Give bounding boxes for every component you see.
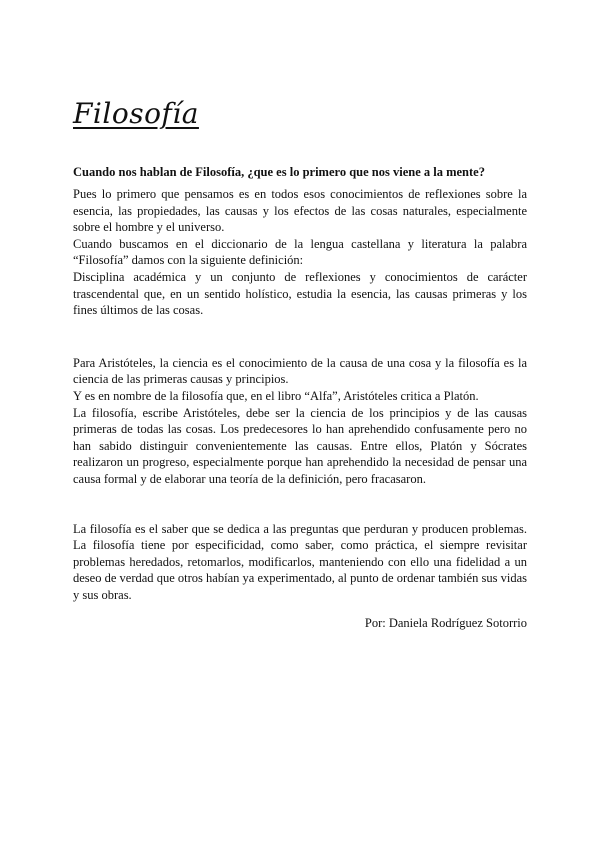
paragraph: Cuando buscamos en el diccionario de la lengua castellana y literatura la palabra “Filosofía” damos con la siguiente definición: xyxy=(73,236,527,268)
section-aristotle xyxy=(73,355,527,488)
paragraph: Pues lo primero que pensamos es en todos esos conocimientos de reflexiones sobre la esencia, las propiedades, las causas y los efectos de las cosas naturales, especialmente sobre el hombre y el universo. xyxy=(73,187,527,235)
section-definition xyxy=(73,186,527,319)
spacer xyxy=(73,488,527,521)
question-heading: Cuando nos hablan de Filosofía, ¿que es lo primero que nos viene a la mente? xyxy=(73,165,485,179)
paragraph: Para Aristóteles, la ciencia es el conocimiento de la causa de una cosa y la filosofía es la ciencia de las primeras causas y principios. xyxy=(73,355,527,387)
paragraph: Y es en nombre de la filosofía que, en el libro “Alfa”, Aristóteles critica a Platón. xyxy=(73,388,479,403)
author-signature: Por: Daniela Rodríguez Sotorrio xyxy=(364,616,527,631)
paragraph: La filosofía es el saber que se dedica a las preguntas que perduran y producen problemas. La filosofía tiene por especificidad, como saber, como práctica, el siempre revisitar problemas heredados, retomarlos, modificarlos, manteniendo con ello una fidelidad a un deseo de verdad que otros habían ya experimentado, al punto de ordenar también sus vidas y sus obras. xyxy=(73,521,527,602)
spacer xyxy=(73,603,527,615)
spacer xyxy=(73,319,527,355)
document-body xyxy=(73,164,527,632)
paragraph: Disciplina académica y un conjunto de reflexiones y conocimientos de carácter trascendental que, en un sentido holístico, estudia la esencia, las causas primeras y los fines últimos de las cosas. xyxy=(73,269,527,318)
paragraph: La filosofía, escribe Aristóteles, debe ser la ciencia de los principios y de las causas primeras de todas las cosas. Los predecesores lo han aprehendido confusamente pero no han sabido distinguir convenientemente las causas. Entre ellos, Platón y Sócrates realizaron un progreso, especialmente porque han aprehendido la necesidad de pensar una causa formal y de elaborar una teoría de la definición, pero fracasaron. xyxy=(73,405,527,486)
document-title: Filosofía xyxy=(73,97,199,130)
section-conclusion xyxy=(73,521,527,604)
